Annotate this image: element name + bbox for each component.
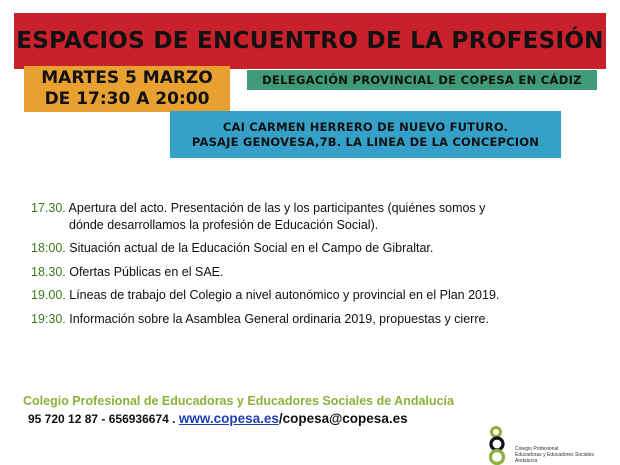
program-text: Ofertas Públicas en el SAE. (65, 264, 224, 279)
program-item (31, 287, 591, 304)
program-time: 17.30. (31, 201, 66, 215)
venue-line-2: PASAJE GENOVESA,7B. LA LINEA DE LA CONCEPCION (191, 134, 540, 149)
logo-line-1: Colegio Profesional (515, 446, 559, 452)
program-time: 19.00. (31, 288, 66, 302)
date-line: MARTES 5 MARZO (41, 68, 213, 88)
title-banner (14, 13, 606, 69)
date-box (24, 66, 230, 112)
logo-rings-icon (486, 425, 512, 465)
venue-line-1: CAI CARMEN HERRERO DE NUEVO FUTURO. (222, 119, 509, 134)
logo-line-2: Educadoras y Educadores Sociales (515, 452, 594, 458)
program-item (31, 311, 591, 328)
program-time: 18:00. (31, 241, 66, 255)
program-text: Líneas de trabajo del Colegio a nivel autonómico y provincial en el Plan 2019. (65, 288, 500, 302)
venue-box (170, 111, 561, 158)
program-list (31, 200, 591, 334)
program-item (31, 240, 591, 257)
organization-name: Colegio Profesional de Educadoras y Educadores Sociales de Andalucía (23, 394, 454, 408)
website-link[interactable]: www.copesa.es (178, 411, 279, 426)
program-text-continued: dónde desarrollamos la profesión de Educación Social). (69, 217, 379, 232)
program-item (31, 264, 591, 281)
logo-text (515, 446, 594, 464)
program-text: Situación actual de la Educación Social en el Campo de Gibraltar. (65, 241, 434, 255)
program-text: Apertura del acto. Presentación de las y los participantes (quiénes somos y (65, 201, 486, 215)
phone-numbers: 95 720 12 87 - 656936674 . (28, 412, 176, 426)
time-line: DE 17:30 A 20:00 (44, 89, 210, 109)
contact-line (28, 411, 408, 426)
program-text: Información sobre la Asamblea General ordinaria 2019, propuestas y cierre. (65, 311, 489, 326)
program-time: 19:30. (31, 311, 66, 326)
copesa-logo (486, 425, 606, 465)
delegation-text: DELEGACIÓN PROVINCIAL DE COPESA EN CÁDIZ (262, 73, 582, 87)
email-address[interactable]: /copesa@copesa.es (278, 411, 408, 426)
logo-line-3: Andalucía (515, 458, 538, 464)
delegation-banner (247, 70, 597, 90)
page-title: ESPACIOS DE ENCUENTRO DE LA PROFESIÓN (16, 28, 604, 54)
program-time: 18.30. (31, 264, 66, 279)
program-item (31, 200, 591, 233)
